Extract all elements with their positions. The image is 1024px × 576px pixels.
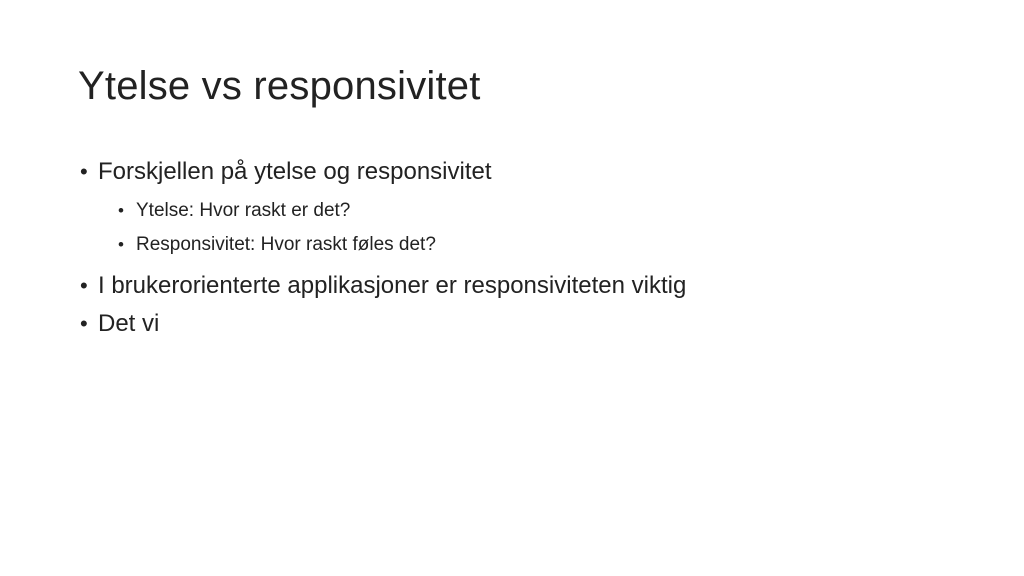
bullet-text: I brukerorienterte applikasjoner er responsiviteten viktig — [98, 272, 687, 299]
bullet-text: Forskjellen på ytelse og responsivitet — [98, 158, 492, 185]
bullet-item — [80, 156, 980, 188]
bullet-dot-icon: • — [80, 311, 88, 336]
bullet-text: Det vi — [98, 310, 160, 337]
bullet-item — [80, 308, 980, 340]
sub-bullet-text: Responsivitet: Hvor raskt føles det? — [136, 234, 436, 255]
bullet-item — [80, 270, 980, 302]
bullet-dot-icon: • — [80, 273, 88, 298]
sub-bullet-dot-icon: • — [118, 235, 124, 254]
slide-title: Ytelse vs responsivitet — [78, 64, 481, 108]
bullet-dot-icon: • — [80, 159, 88, 184]
sub-bullet-text: Ytelse: Hvor raskt er det? — [136, 200, 351, 221]
slide-content — [80, 156, 980, 346]
sub-bullet-item — [80, 228, 980, 262]
sub-bullet-item — [80, 194, 980, 228]
sub-bullet-list — [80, 194, 980, 262]
sub-bullet-dot-icon: • — [118, 201, 124, 220]
